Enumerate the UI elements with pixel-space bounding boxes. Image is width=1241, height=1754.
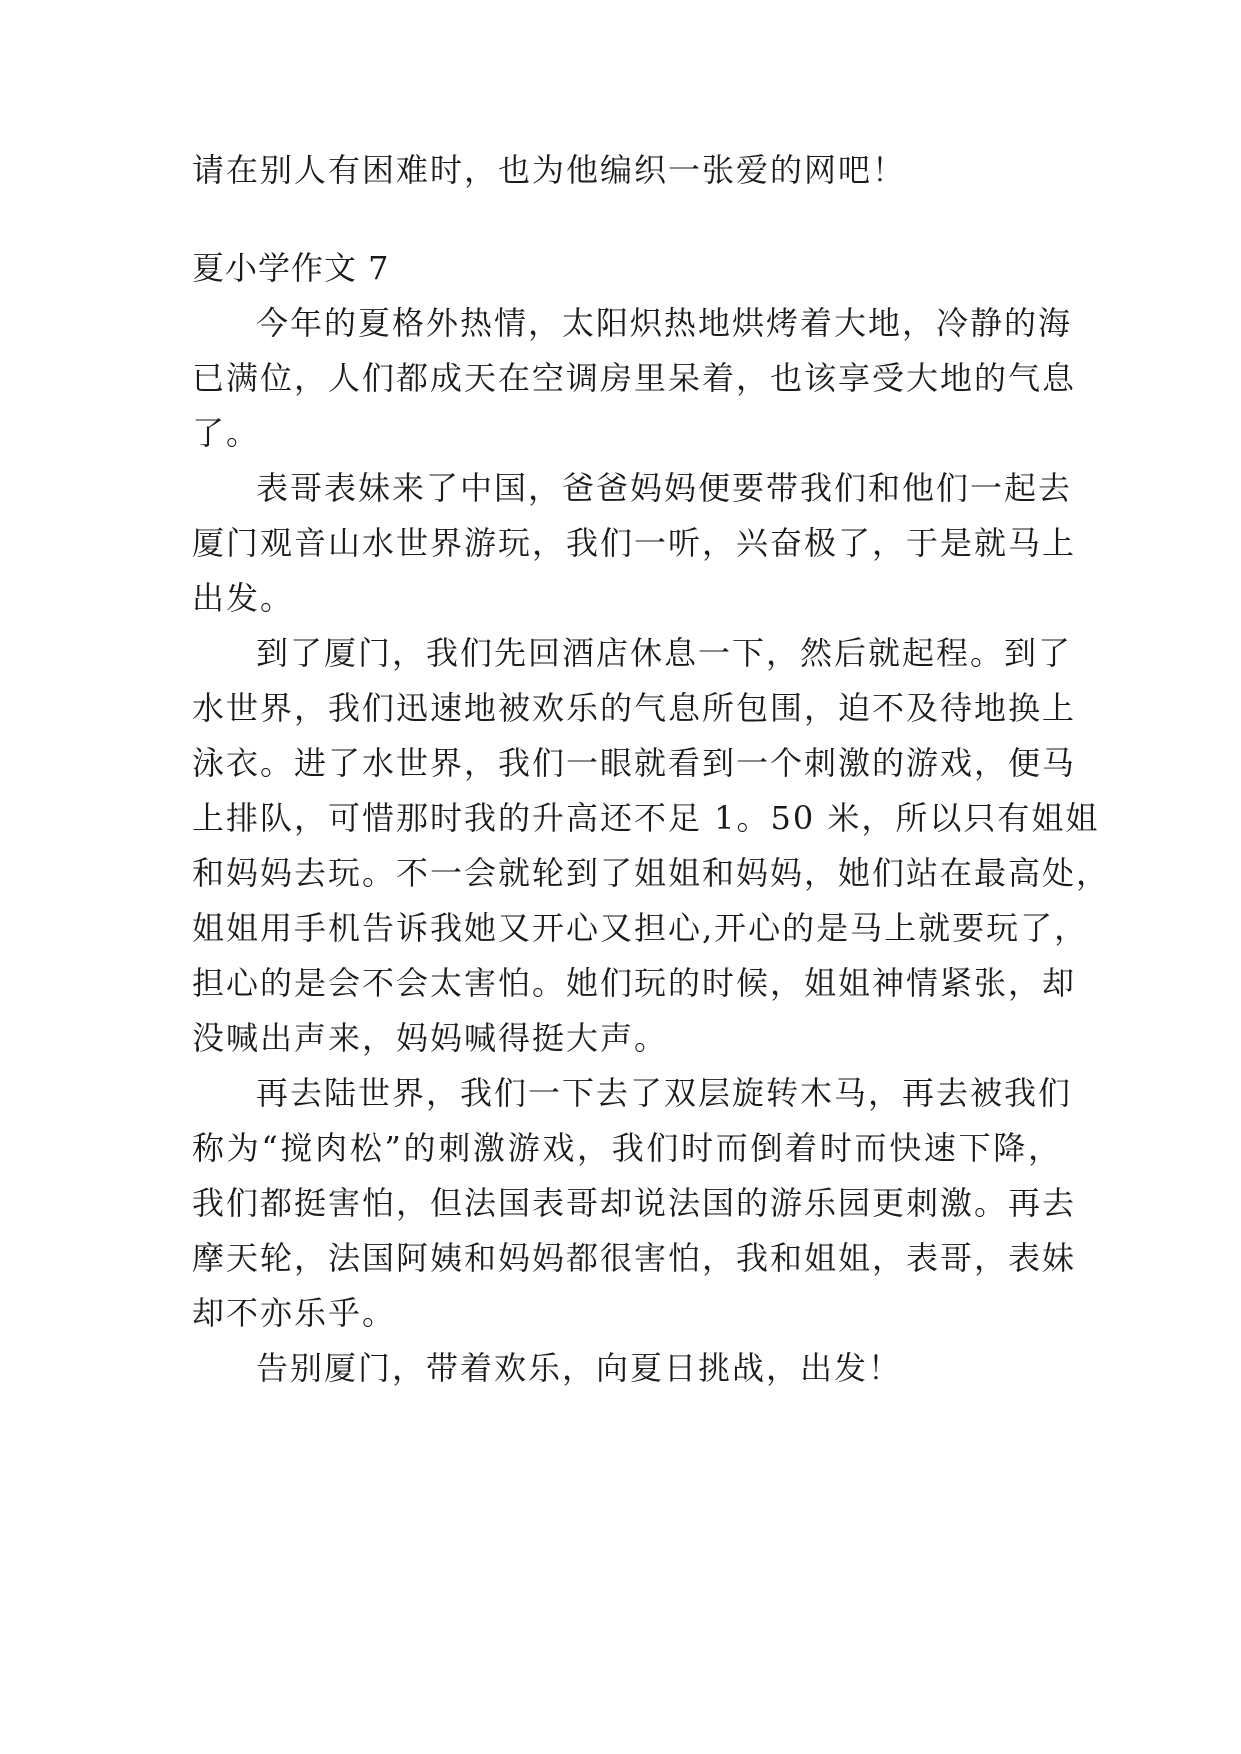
paragraph-4-line-4: 摩天轮，法国阿姨和妈妈都很害怕，我和姐姐，表哥，表妹: [192, 1239, 1077, 1277]
paragraph-3-line-6: 姐姐用手机告诉我她又开心又担心,开心的是马上就要玩了，: [192, 909, 1089, 947]
paragraph-1-line-1: 今年的夏格外热情，太阳炽热地烘烤着大地，冷静的海: [256, 304, 1073, 342]
paragraph-4-line-1: 再去陆世界，我们一下去了双层旋转木马，再去被我们: [256, 1074, 1073, 1112]
paragraph-3-line-1: 到了厦门，我们先回酒店休息一下，然后就起程。到了: [256, 634, 1073, 672]
paragraph-2-line-1: 表哥表妹来了中国，爸爸妈妈便要带我们和他们一起去: [256, 469, 1073, 507]
paragraph-4-line-5: 却不亦乐乎。: [192, 1294, 397, 1332]
paragraph-3-line-5: 和妈妈去玩。不一会就轮到了姐姐和妈妈，她们站在最高处，: [192, 854, 1111, 892]
paragraph-3-line-3: 泳衣。进了水世界，我们一眼就看到一个刺激的游戏，便马: [192, 744, 1077, 782]
paragraph-1-line-3: 了。: [192, 414, 261, 452]
paragraph-3-line-2: 水世界，我们迅速地被欢乐的气息所包围，迫不及待地换上: [192, 689, 1077, 727]
paragraph-4-line-3: 我们都挺害怕，但法国表哥却说法国的游乐园更刺激。再去: [192, 1184, 1077, 1222]
paragraph-5-line-1: 告别厦门，带着欢乐，向夏日挑战，出发！: [256, 1349, 903, 1387]
paragraph-3-line-7: 担心的是会不会太害怕。她们玩的时候，姐姐神情紧张，却: [192, 964, 1077, 1002]
paragraph-3-line-4: 上排队，可惜那时我的升高还不足 1。50 米，所以只有姐姐: [192, 799, 1100, 837]
paragraph-1-line-2: 已满位，人们都成天在空调房里呆着，也该享受大地的气息: [192, 359, 1077, 397]
essay-title: 夏小学作文 7: [192, 249, 390, 287]
paragraph-3-line-8: 没喊出声来，妈妈喊得挺大声。: [192, 1019, 669, 1057]
closing-line: 请在别人有困难时，也为他编织一张爱的网吧！: [192, 151, 907, 189]
paragraph-4-line-2: 称为“搅肉松”的刺激游戏，我们时而倒着时而快速下降，: [192, 1129, 1062, 1167]
paragraph-2-line-3: 出发。: [192, 579, 295, 617]
paragraph-2-line-2: 厦门观音山水世界游玩，我们一听，兴奋极了，于是就马上: [192, 524, 1077, 562]
